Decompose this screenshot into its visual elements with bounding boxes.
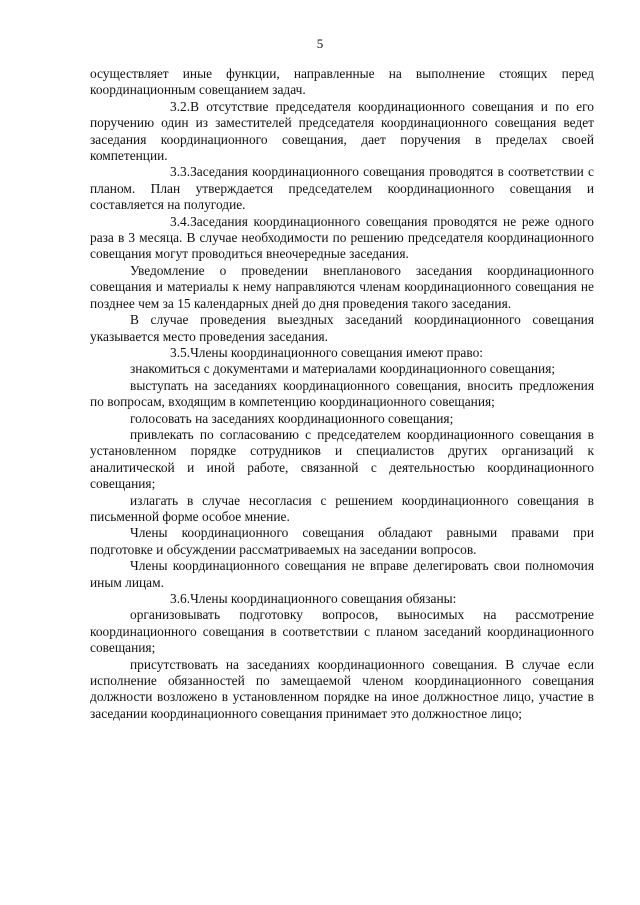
paragraph-text: организовывать подготовку вопросов, выносимых на рассмотрение координационного совещания в соответствии с планом заседаний координационного совещания; bbox=[90, 607, 594, 656]
paragraph bbox=[90, 525, 594, 558]
section-number: 3.5. bbox=[170, 344, 191, 360]
list-item bbox=[90, 493, 594, 526]
paragraph-text: Заседания координационного совещания проводятся не реже одного раза в 3 месяца. В случае необходимости по решению председателя координационного совещания могут проводиться внеочередные заседания. bbox=[90, 213, 594, 262]
paragraph-text: привлекать по согласованию с председателем координационного совещания в установленном порядке сотрудников и специалистов других организаций к аналитической и иной работе, связанной с деятельностью координационного совещания; bbox=[90, 426, 594, 492]
paragraph-text: выступать на заседаниях координационного совещания, вносить предложения по вопросам, входящим в компетенцию координационного совещания; bbox=[90, 377, 594, 410]
paragraph-text: Члены координационного совещания не вправе делегировать свои полномочия иным лицам. bbox=[90, 558, 594, 590]
list-item bbox=[90, 378, 594, 411]
section-number: 3.3. bbox=[170, 164, 191, 180]
paragraph bbox=[90, 66, 594, 99]
page-number: 5 bbox=[316, 36, 324, 51]
section-3-5 bbox=[90, 345, 594, 361]
paragraph bbox=[90, 312, 594, 345]
list-item bbox=[90, 427, 594, 493]
paragraph-text: Члены координационного совещания имеют право: bbox=[190, 344, 483, 360]
paragraph-text: В случае проведения выездных заседаний координационного совещания указывается место проведения заседания. bbox=[90, 312, 594, 344]
paragraph-text: осуществляет иные функции, направленные на выполнение стоящих перед координационным совещанием задач. bbox=[90, 66, 594, 98]
paragraph-text: В отсутствие председателя координационного совещания и по его поручению один из заместителей председателя координационного совещания ведет заседания координационного совещания, дает поручения в пределах своей компетенции. bbox=[90, 98, 594, 164]
list-item bbox=[90, 657, 594, 723]
document-body bbox=[90, 66, 594, 722]
paragraph-text: знакомиться с документами и материалами координационного совещания; bbox=[130, 361, 556, 377]
section-3-4 bbox=[90, 214, 594, 263]
section-number: 3.4. bbox=[170, 213, 191, 229]
paragraph bbox=[90, 558, 594, 591]
paragraph-text: голосовать на заседаниях координационного совещания; bbox=[130, 410, 454, 426]
paragraph-text: излагать в случае несогласия с решением координационного совещания в письменной форме особое мнение. bbox=[90, 492, 594, 524]
paragraph-text: присутствовать на заседаниях координационного совещания. В случае если исполнение обязанностей по замещаемой членом координационного совещания должности возложено в установленном порядке на иное должностное лицо, участие в заседании координационного совещания принимает это должностное лицо; bbox=[90, 656, 594, 721]
paragraph bbox=[90, 263, 594, 312]
list-item bbox=[90, 411, 594, 427]
list-item bbox=[90, 361, 594, 377]
paragraph-text: Члены координационного совещания обязаны: bbox=[190, 591, 457, 606]
section-3-3 bbox=[90, 164, 594, 213]
paragraph-text: Заседания координационного совещания проводятся в соответствии с планом. План утверждается председателем координационного совещания и составляется на полугодие. bbox=[90, 164, 594, 213]
section-3-2 bbox=[90, 99, 594, 165]
paragraph-text: Уведомление о проведении внепланового заседания координационного совещания и материалы к нему направляются членам координационного совещания не позднее чем за 15 календарных дней до дня проведения такого заседания. bbox=[90, 262, 594, 311]
list-item bbox=[90, 607, 594, 656]
section-3-6 bbox=[90, 591, 594, 607]
section-number: 3.6. bbox=[170, 591, 191, 606]
paragraph-text: Члены координационного совещания обладают равными правами при подготовке и обсуждении рассматриваемых на заседании вопросов. bbox=[90, 525, 594, 557]
section-number: 3.2. bbox=[170, 98, 191, 114]
